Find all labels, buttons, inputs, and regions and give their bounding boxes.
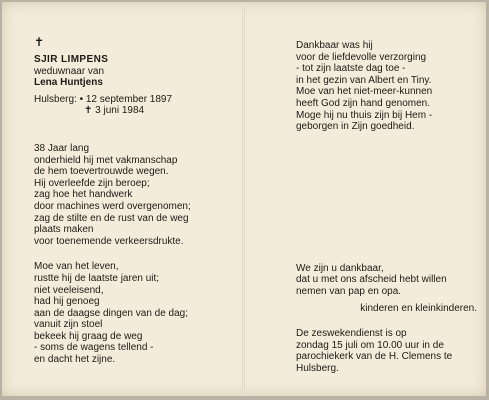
poem-line: rustte hij de laatste jaren uit;	[34, 272, 160, 284]
birth-line	[34, 94, 239, 106]
card-fold	[242, 2, 245, 396]
poem-line: aan de daagse dingen van de dag;	[34, 307, 189, 319]
left-panel	[34, 36, 239, 366]
poem-line: heeft God zijn hand genomen.	[296, 97, 430, 109]
poem-line: niet veeleisend,	[34, 284, 104, 296]
birth-date: • 12 september 1897	[79, 93, 173, 105]
poem-line: zag hoe het handwerk	[34, 189, 133, 201]
poem-line: door machines werd overgenomen;	[34, 200, 191, 212]
poem-line: 38 Jaar lang	[34, 142, 90, 154]
service-line: parochiekerk van de H. Clemens te	[296, 351, 453, 363]
poem-line: bekeek hij graag de weg	[34, 330, 143, 342]
deceased-name: SJIR LIMPENS	[34, 54, 109, 65]
service-line: zondag 15 juli om 10.00 uur in de	[296, 339, 444, 351]
signature: kinderen en kleinkinderen.	[360, 302, 477, 314]
thanks-block	[296, 263, 481, 298]
poem-line: Dankbaar was hij	[296, 40, 373, 51]
gratitude-stanza	[296, 40, 481, 133]
poem-line: Moge hij nu thuis zijn bij Hem -	[296, 109, 433, 121]
poem-line: onderhield hij met vakmanschap	[34, 154, 178, 166]
poem-stanza-1	[34, 143, 239, 247]
poem-line: geborgen in Zijn goedheid.	[296, 121, 415, 133]
poem-line: plaats maken	[34, 224, 94, 236]
poem-line: - tot zijn laatste dag toe -	[296, 63, 406, 75]
death-date: ✝ 3 juni 1984	[84, 105, 145, 117]
poem-line: Hij overleefde zijn beroep;	[34, 177, 150, 189]
poem-line: Moe van het leven,	[34, 261, 119, 273]
poem-line: - soms de wagens tellend -	[34, 342, 154, 354]
thanks-line: dat u met ons afscheid hebt willen	[296, 274, 447, 286]
right-panel	[296, 40, 481, 375]
poem-line: vanuit zijn stoel	[34, 319, 103, 331]
spouse-name: Lena Huntjens	[34, 77, 103, 89]
birth-place: Hulsberg:	[34, 93, 77, 105]
thanks-line: nemen van pap en opa.	[296, 285, 402, 297]
poem-line: en dacht het zijne.	[34, 354, 116, 366]
poem-line: voor de liefdevolle verzorging	[296, 51, 427, 63]
service-line: Hulsberg.	[296, 362, 339, 374]
poem-stanza-2	[34, 261, 239, 365]
service-line: De zeswekendienst is op	[296, 328, 407, 340]
poem-line: in het gezin van Albert en Tiny.	[296, 74, 432, 86]
poem-line: had hij genoeg	[34, 296, 100, 308]
relation-text: weduwnaar van	[34, 65, 105, 77]
thanks-line: We zijn u dankbaar,	[296, 262, 384, 274]
cross-icon: ✝	[34, 35, 45, 49]
poem-line: zag de stilte en de rust van de weg	[34, 212, 189, 224]
service-notice	[296, 328, 481, 374]
poem-line: Moe van het niet-meer-kunnen	[296, 86, 433, 98]
poem-line: de hem toevertrouwde wegen.	[34, 166, 169, 178]
poem-line: voor toenemende verkeersdrukte.	[34, 235, 184, 247]
